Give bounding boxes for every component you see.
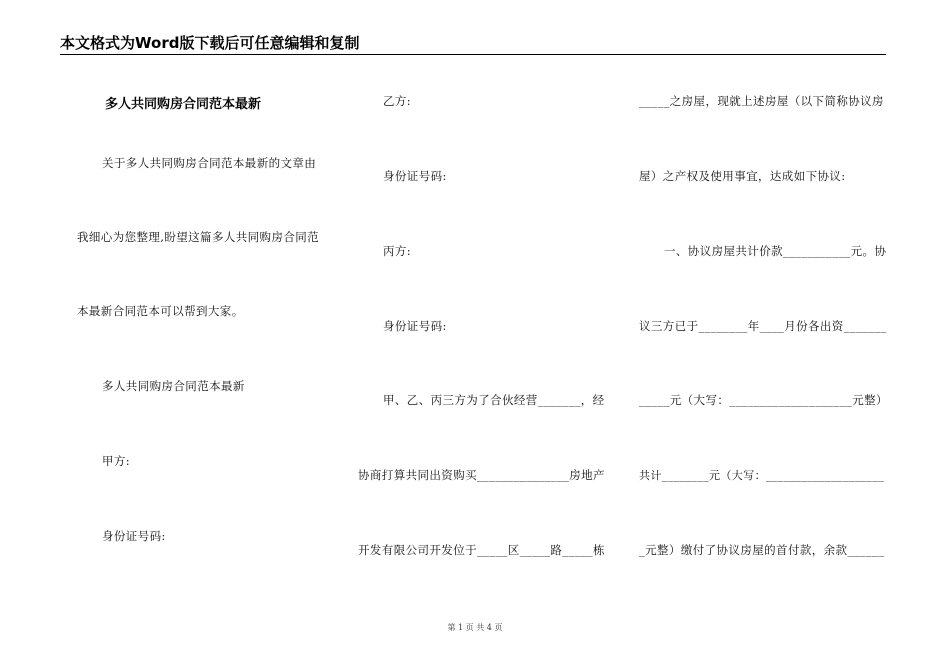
paragraph-line: 丙方: [383,244,412,258]
paragraph-line: 开发有限公司开发位于_____区_____路_____栋 [358,543,605,557]
paragraph-line: 乙方: [383,94,412,108]
paragraph-line: 多人共同购房合同范本最新 [102,379,245,393]
paragraph-line: 本最新合同范本可以帮到大家。 [77,304,244,318]
paragraph-line: 身份证号码: [102,529,166,543]
header-divider [60,54,886,55]
paragraph-line: 一、协议房屋共计价款___________元。协 [664,244,887,258]
paragraph-line: 关于多人共同购房合同范本最新的文章由 [102,156,317,170]
paragraph-line: 屋）之产权及使用事宜，达成如下协议: [639,169,846,183]
paragraph-line: 我细心为您整理,盼望这篇多人共同购房合同范 [77,230,320,244]
page-number: 第 1 页 共 4 页 [447,623,503,632]
document-title: 多人共同购房合同范本最新 [105,97,262,112]
paragraph-line: _____之房屋，现就上述房屋（以下简称协议房 [639,94,884,108]
paragraph-line: _元整）缴付了协议房屋的首付款，余款______ [639,543,885,557]
paragraph-line: 协商打算共同出资购买_______________房地产 [358,468,605,482]
paragraph-line: 甲、乙、丙三方为了合伙经营_______，经 [383,393,605,407]
paragraph-line: _____元（大写：____________________元整） [639,393,888,407]
paragraph-line: 议三方已于________年____月份各出资_______ [639,319,887,333]
paragraph-line: 身份证号码: [383,169,447,183]
paragraph-line: 甲方: [102,454,131,468]
paragraph-line: 身份证号码: [383,319,447,333]
page-header: 本文格式为Word版下载后可任意编辑和复制 [60,34,360,52]
paragraph-line: 共计________元（大写：____________________ [639,469,884,482]
